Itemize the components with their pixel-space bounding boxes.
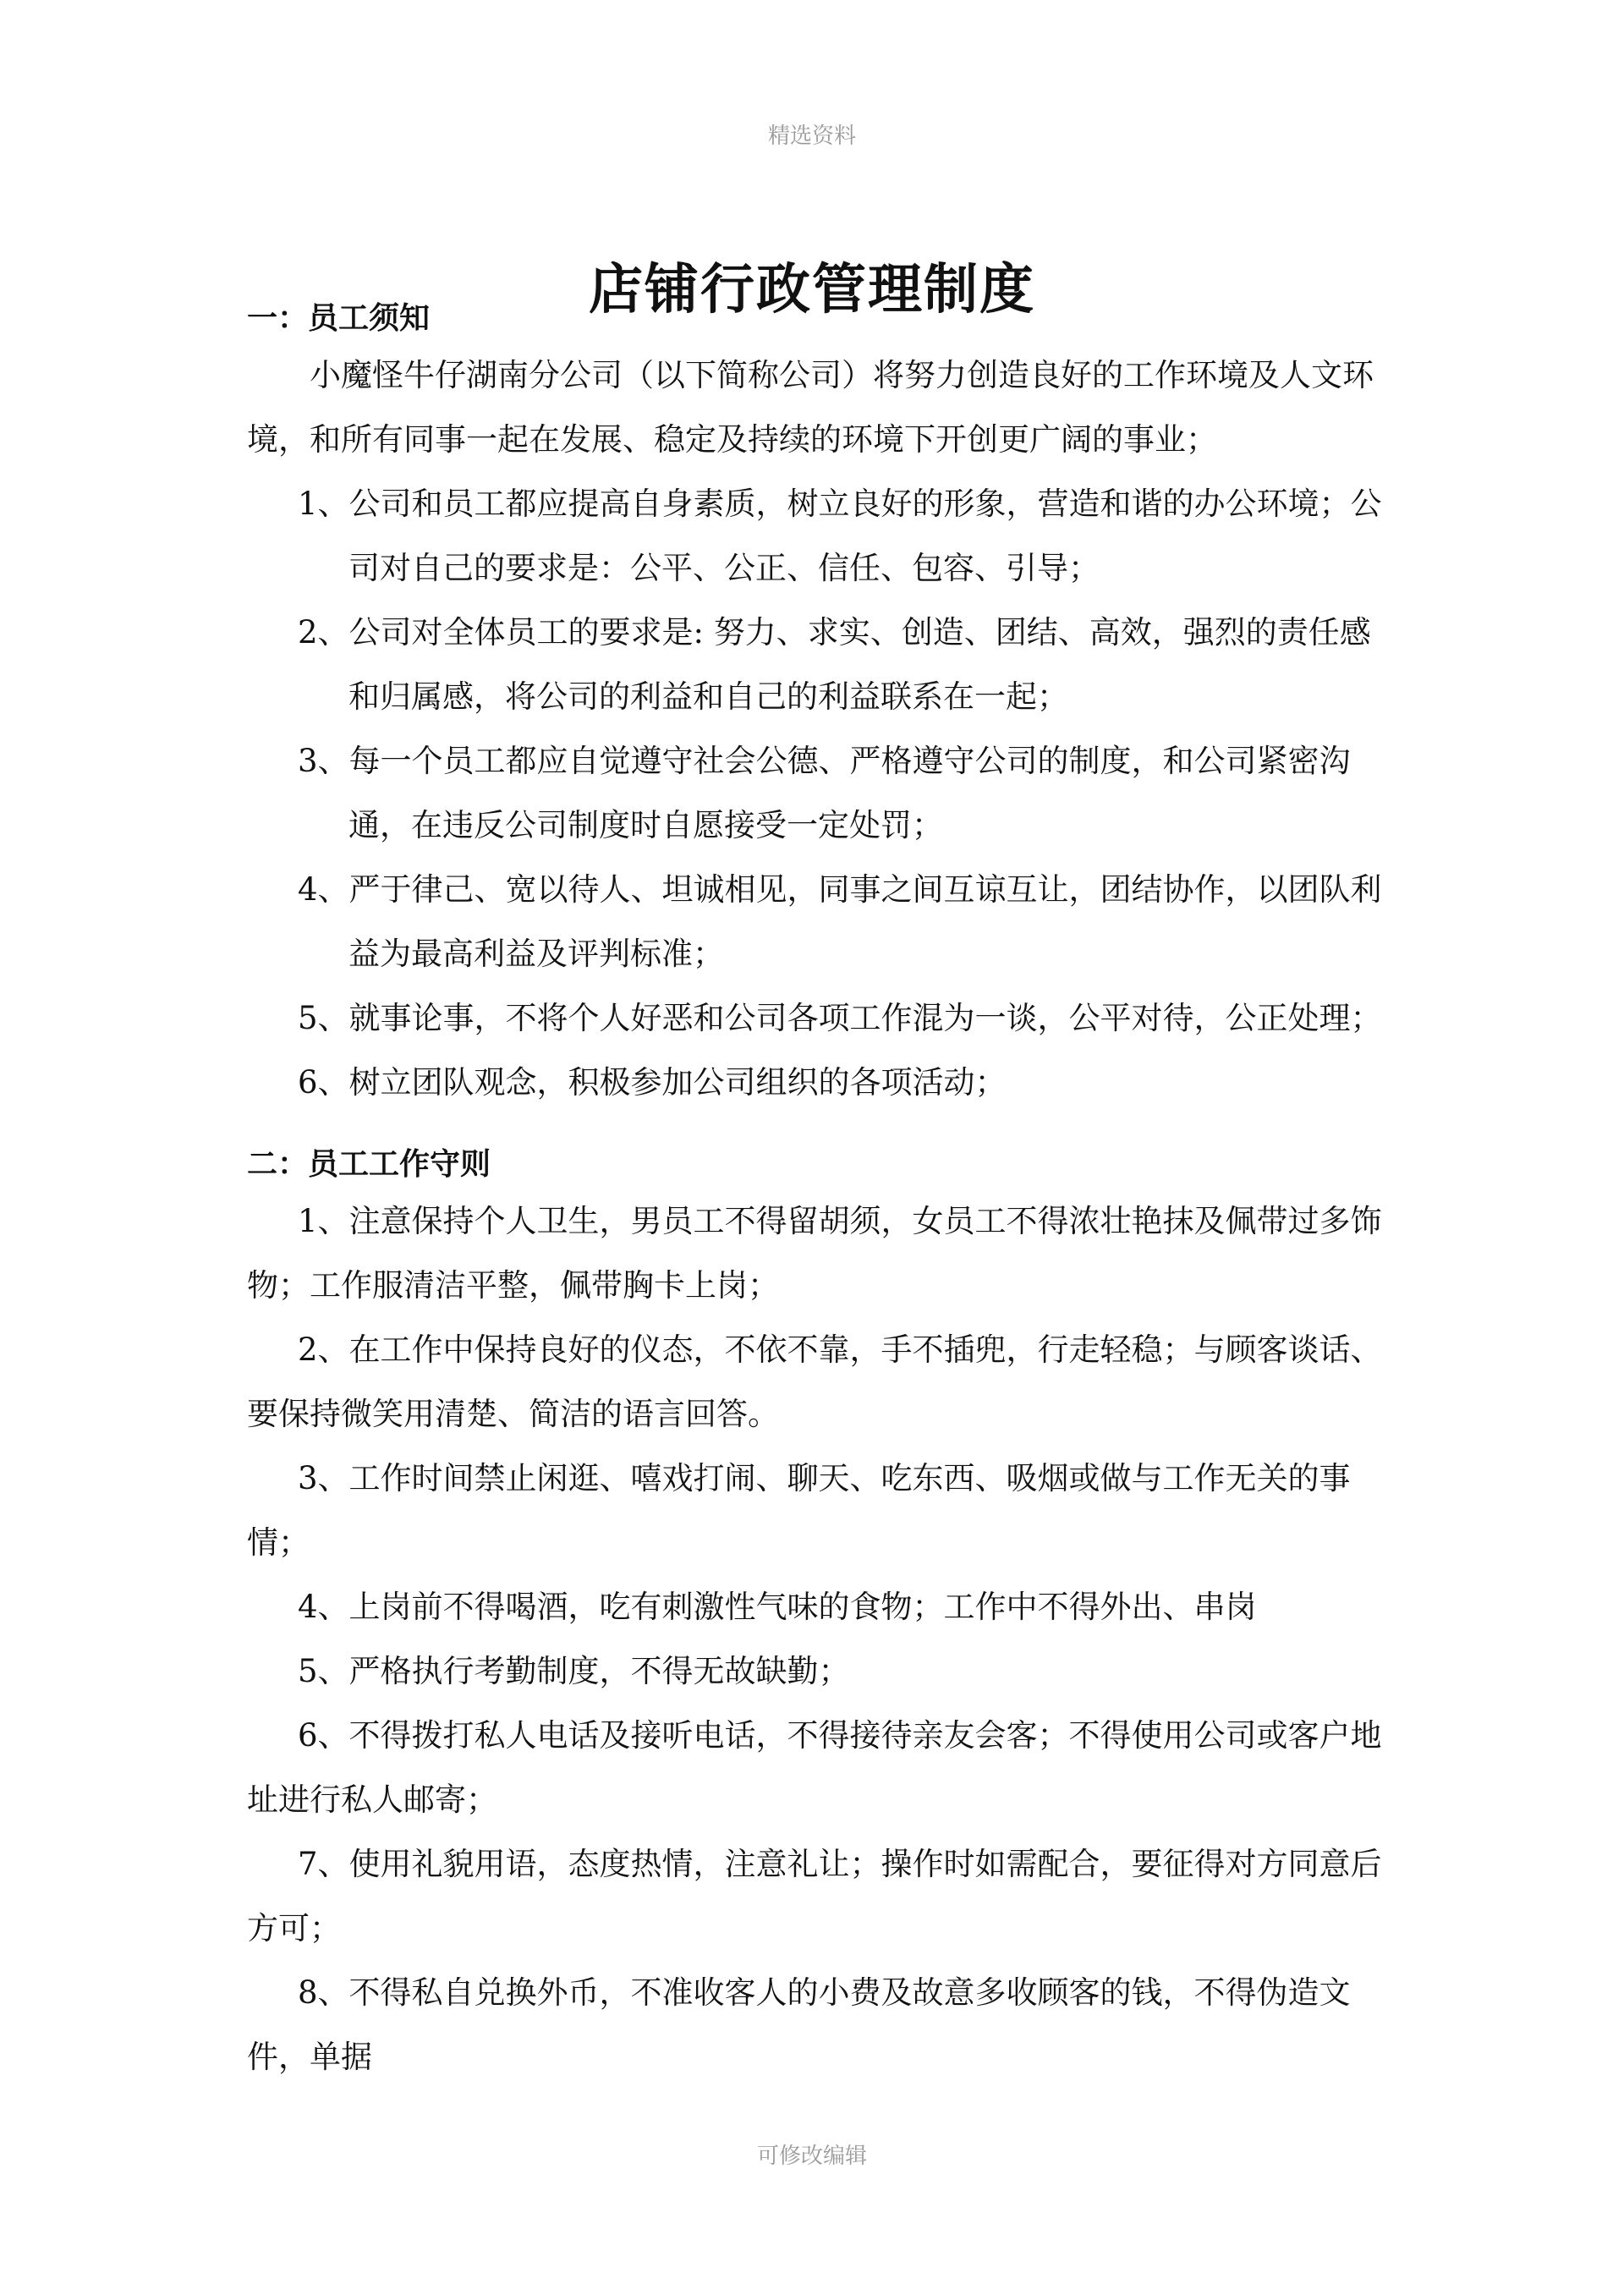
work-rule-item: 4、上岗前不得喝酒，吃有刺激性气味的食物；工作中不得外出、串岗 — [298, 1589, 1257, 1625]
section-heading-employee-notice: 一：员工须知 — [247, 300, 431, 336]
notice-item: 1、公司和员工都应提高自身素质，树立良好的形象，营造和谐的办公环境；公司对自己的要求是：公平、公正、信任、包容、引导； — [298, 486, 1382, 586]
work-rule-item: 3、工作时间禁止闲逛、嘻戏打闹、聊天、吃东西、吸烟或做与工作无关的事情； — [247, 1460, 1351, 1561]
document-title: 店铺行政管理制度 — [589, 257, 1035, 321]
work-rule-item: 1、注意保持个人卫生，男员工不得留胡须，女员工不得浓壮艳抹及佩带过多饰物；工作服清洁平整，佩带胸卡上岗； — [247, 1203, 1382, 1304]
work-rule-item: 6、不得拨打私人电话及接听电话，不得接待亲友会客；不得使用公司或客户地址进行私人邮寄； — [247, 1717, 1382, 1818]
notice-item: 2、公司对全体员工的要求是: 努力、求实、创造、团结、高效，强烈的责任感和归属感，将公司的利益和自己的利益联系在一起； — [298, 614, 1371, 715]
section-heading-work-rules: 二：员工工作守则 — [247, 1146, 491, 1182]
notice-item: 3、每一个员工都应自觉遵守社会公德、严格遵守公司的制度，和公司紧密沟通，在违反公司制度时自愿接受一定处罚； — [298, 743, 1351, 843]
notice-item: 5、就事论事，不将个人好恶和公司各项工作混为一谈，公平对待，公正处理； — [298, 1000, 1382, 1036]
notice-item: 6、树立团队观念，积极参加公司组织的各项活动； — [298, 1064, 1007, 1101]
work-rule-item: 7、使用礼貌用语，态度热情，注意礼让；操作时如需配合，要征得对方同意后方可； — [247, 1846, 1382, 1946]
work-rule-item: 5、严格执行考勤制度，不得无故缺勤； — [298, 1653, 850, 1689]
notice-item: 4、严于律己、宽以待人、坦诚相见，同事之间互谅互让，团结协作，以团队利益为最高利益及评判标准； — [298, 871, 1382, 972]
work-rule-item: 8、不得私自兑换外币，不准收客人的小费及故意多收顾客的钱，不得伪造文件，单据 — [247, 1974, 1351, 2075]
section-intro: 小魔怪牛仔湖南分公司（以下简称公司）将努力创造良好的工作环境及人文环境，和所有同事一起在发展、稳定及持续的环境下开创更广阔的事业； — [247, 357, 1374, 458]
work-rule-item: 2、在工作中保持良好的仪态，不依不靠，手不插兜，行走轻稳；与顾客谈话、要保持微笑用清楚、简洁的语言回答。 — [247, 1331, 1382, 1432]
page-header: 精选资料 — [767, 124, 856, 149]
document-body — [247, 293, 1397, 2089]
page-footer: 可修改编辑 — [756, 2144, 867, 2169]
